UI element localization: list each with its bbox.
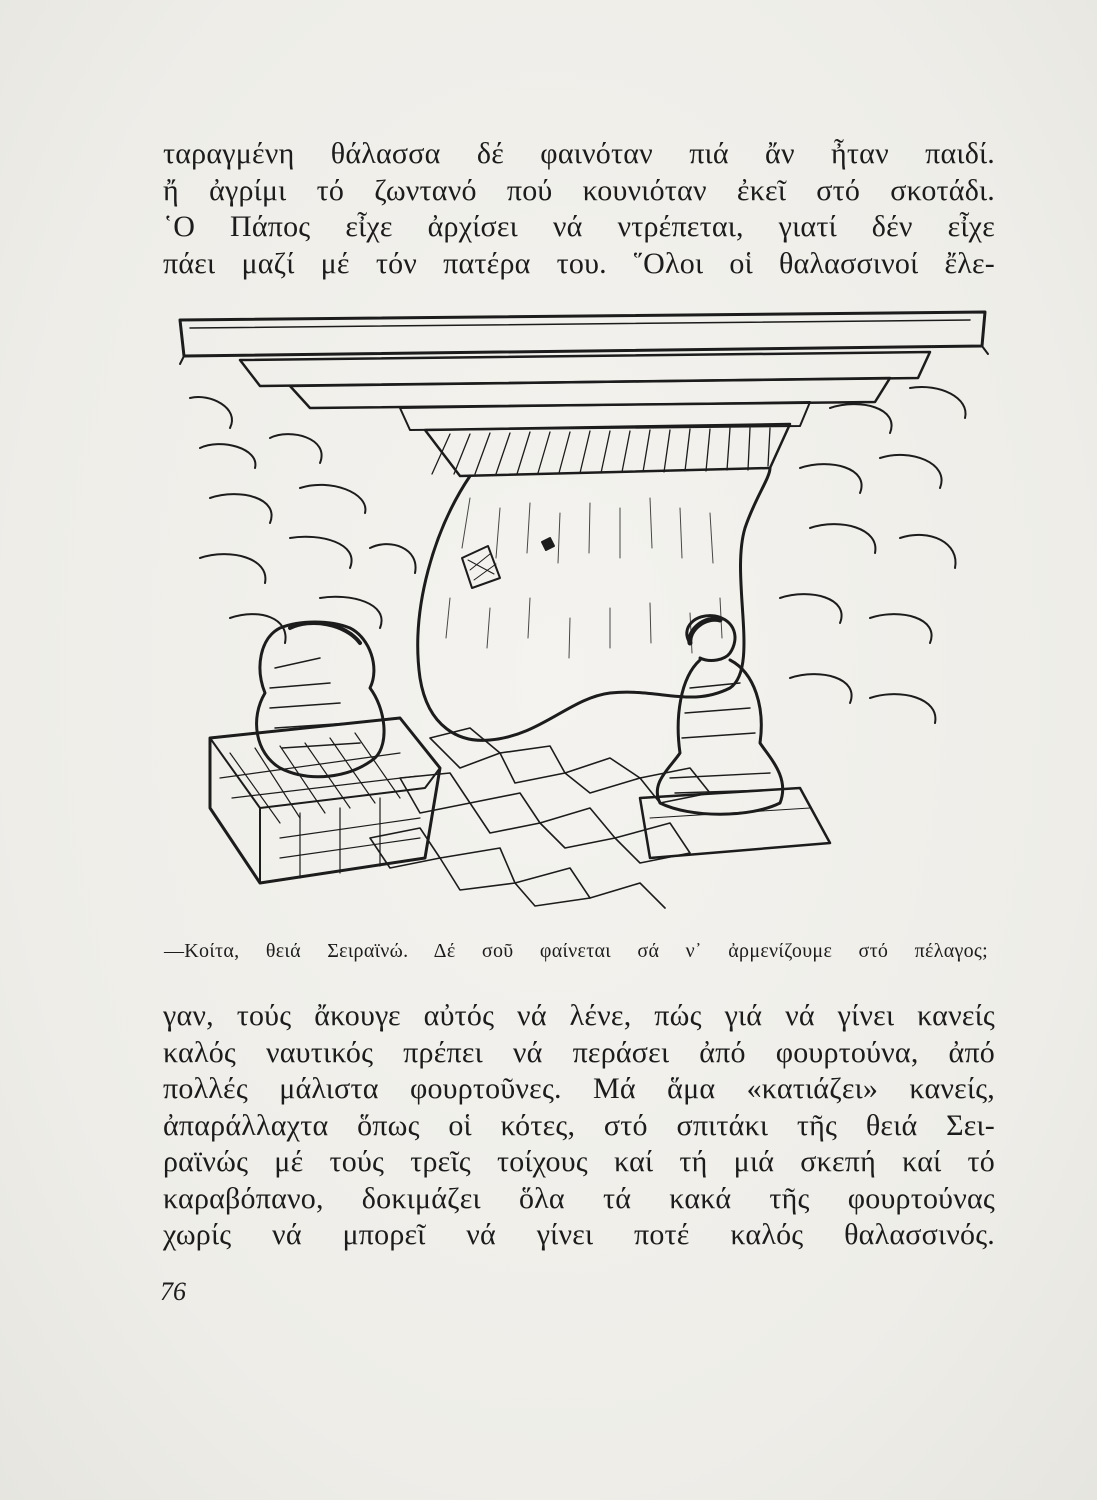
text-line: ἀπαράλλαχτα ὅπως οἱ κότες, στό σπιτάκι τῆς θειά Σει- [163,1108,995,1142]
illustration-caption: —Κοίτα, θειά Σειραϊνώ. Δέ σοῦ φαίνεται σά ν᾿ ἀρμενίζουμε στό πέλαγος; [164,940,988,962]
text-line: ἤ ἀγρίμι τό ζωντανό πού κουνιόταν ἐκεῖ στό σκοτάδι. [163,173,995,207]
text-line: καλός ναυτικός πρέπει νά περάσει ἀπό φουρτούνα, ἀπό [163,1035,995,1069]
text-line: ῾Ο Πάπος εἶχε ἀρχίσει νά ντρέπεται, γιατί δέν εἶχε [163,210,995,243]
ink-illustration [170,298,1000,918]
text-line: πάει μαζί μέ τόν πατέρα του. ῞Ολοι οἱ θαλασσινοί ἔλε- [163,246,995,280]
text-line: πολλές μάλιστα φουρτοῦνες. Μά ἅμα «κατιάζει» κανείς, [163,1072,995,1105]
text-line: καραβόπανο, δοκιμάζει ὅλα τά κακά τῆς φουρτούνας [163,1181,995,1215]
text-line: ταραγμένη θάλασσα δέ φαινόταν πιά ἄν ἦταν παιδί. [163,137,995,170]
bottom-paragraph [163,998,995,1254]
top-paragraph [163,136,995,282]
text-line: γαν, τούς ἄκουγε αὐτός νά λένε, πώς γιά νά γίνει κανείς [163,999,995,1032]
page-number: 76 [160,1277,186,1306]
text-line: ραϊνώς μέ τούς τρεῖς τοίχους καί τή μιά σκεπή καί τό [163,1145,995,1178]
text-line: χωρίς νά μπορεῖ νά γίνει ποτέ καλός θαλασσινός. [163,1218,995,1251]
